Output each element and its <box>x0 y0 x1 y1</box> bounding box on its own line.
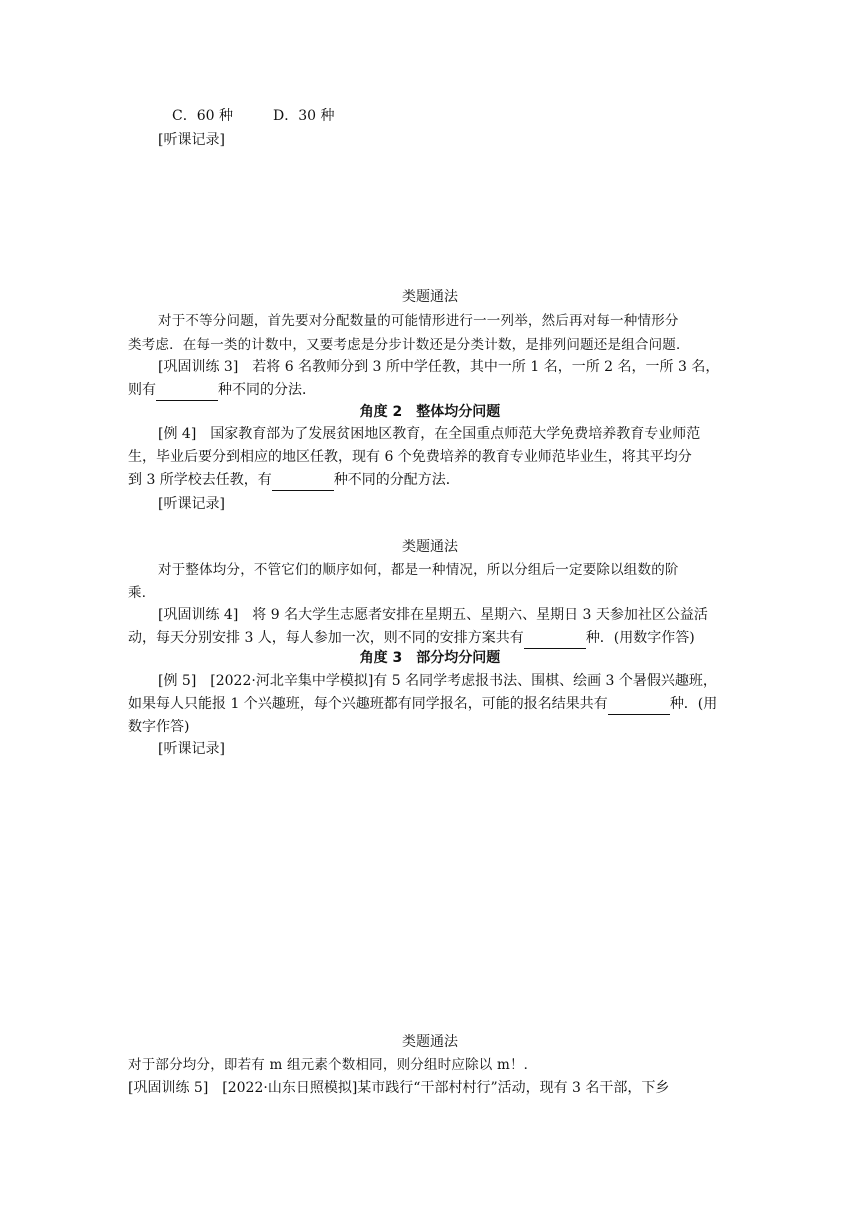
method-text-line: 对于整体均分，不管它们的顺序如何，都是一种情况，所以分组后一定要除以组数的阶 <box>158 562 679 578</box>
example-5-line: 数字作答) <box>128 719 190 735</box>
exercise-5-line: [巩固训练 5] [2022·山东日照模拟]某市践行“干部村村行”活动，现有 3 名干部，下乡 <box>128 1080 670 1096</box>
example-4-line: 生，毕业后要分到相应的地区任教，现有 6 个免费培养的教育专业师范毕业生，将其平均分 <box>128 449 692 465</box>
example-4-line: [例 4] 国家教育部为了发展贫困地区教育，在全国重点师范大学免费培养教育专业师范 <box>158 426 701 442</box>
exercise-4-line: 动，每天分别安排 3 人，每人参加一次，则不同的安排方案共有 种．(用数字作答) <box>128 628 708 649</box>
example-5-line: [例 5] [2022·河北辛集中学模拟]有 5 名同学考虑报书法、围棋、绘画 3 个暑假兴趣班， <box>158 673 717 689</box>
answer-blank[interactable] <box>156 380 218 401</box>
answer-blank[interactable] <box>608 694 670 715</box>
record-label: [听课记录] <box>158 496 225 512</box>
exercise-3-line: 则有 种不同的分法． <box>128 380 708 401</box>
method-title: 类题通法 <box>402 539 458 555</box>
answer-blank[interactable] <box>272 470 334 491</box>
exercise-3-line: [巩固训练 3] 若将 6 名教师分到 3 所中学任教，其中一所 1 名，一所 2 名，一所 3 名， <box>158 359 720 375</box>
option-d: D．30 种 <box>272 108 335 124</box>
record-label: [听课记录] <box>158 741 225 757</box>
record-label: [听课记录] <box>158 132 225 148</box>
answer-blank[interactable] <box>524 628 586 649</box>
answer-options <box>172 106 752 126</box>
option-c: C．60 种 <box>172 108 233 124</box>
example-5-line: 如果每人只能报 1 个兴趣班，每个兴趣班都有同学报名，可能的报名结果共有 种．(用 <box>128 694 708 715</box>
method-title: 类题通法 <box>402 289 458 305</box>
method-text-line: 类考虑．在每一类的计数中，又要考虑是分步计数还是分类计数，是排列问题还是组合问题． <box>128 337 690 353</box>
method-text-line: 对于不等分问题，首先要对分配数量的可能情形进行一一列举，然后再对每一种情形分 <box>158 313 679 329</box>
method-text-line: 对于部分均分，即若有 m 组元素个数相同，则分组时应除以 m！． <box>128 1057 538 1073</box>
example-4-line: 到 3 所学校去任教，有 种不同的分配方法． <box>128 470 708 491</box>
method-title: 类题通法 <box>402 1034 458 1050</box>
section-title: 角度 3 部分均分问题 <box>359 650 501 666</box>
exercise-4-line: [巩固训练 4] 将 9 名大学生志愿者安排在星期五、星期六、星期日 3 天参加社区公益活 <box>158 607 708 623</box>
method-text-line: 乘． <box>128 585 156 601</box>
section-title: 角度 2 整体均分问题 <box>359 404 501 420</box>
